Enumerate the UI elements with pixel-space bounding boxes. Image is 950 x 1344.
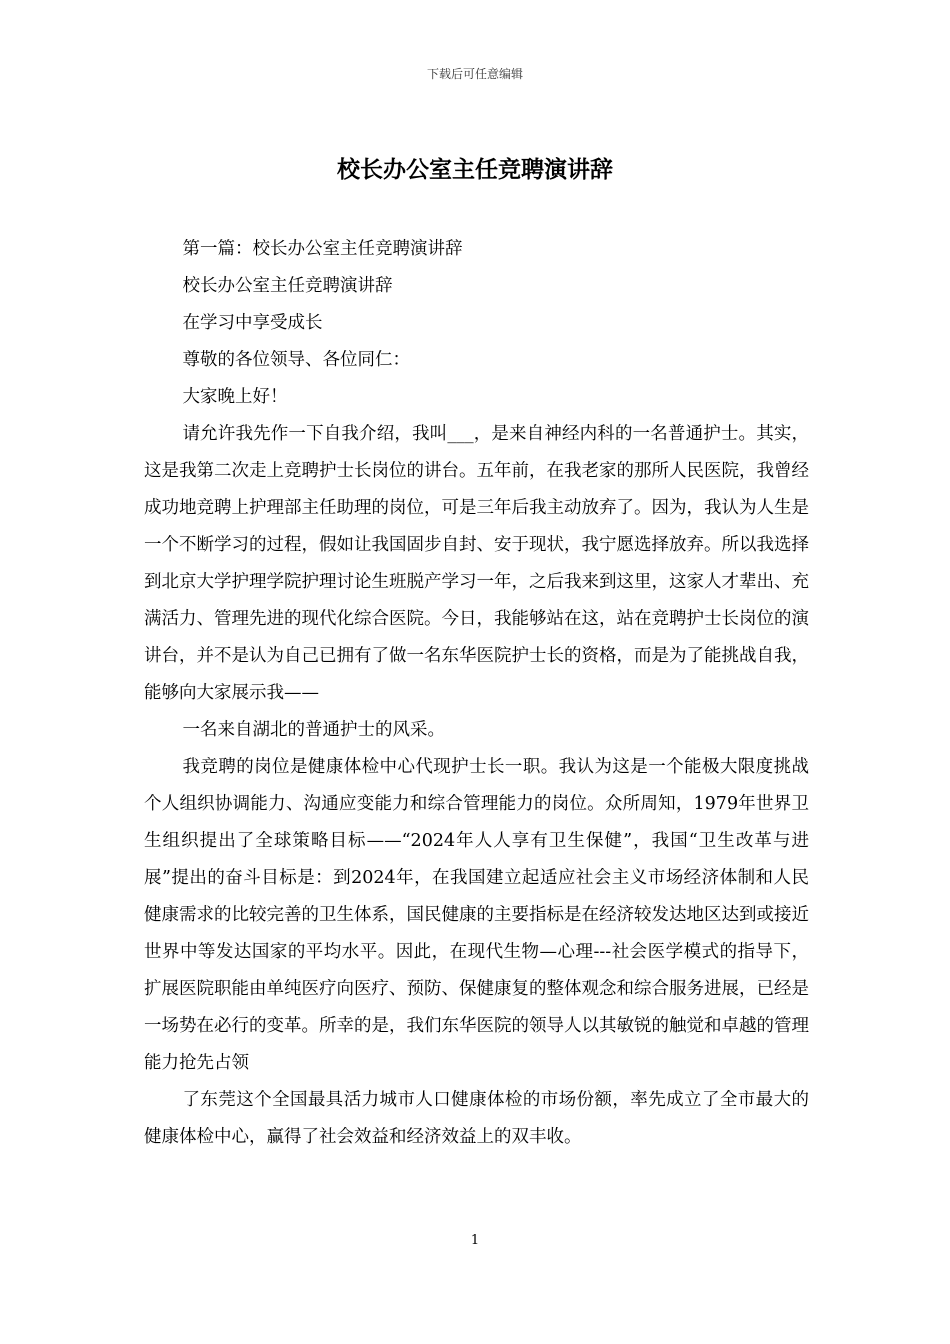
- header-note: 下载后可任意编辑: [426, 67, 523, 81]
- section-heading: 第一篇：校长办公室主任竞聘演讲辞: [182, 239, 463, 259]
- document-title: 校长办公室主任竞聘演讲辞: [337, 156, 613, 183]
- salutation: 尊敬的各位领导、各位同仁：: [182, 350, 410, 370]
- body-paragraph: 了东莞这个全国最具活力城市人口健康体检的市场份额，率先成立了全市最大的健康体检中心，赢得了社会效益和经济效益上的双丰收。: [144, 1090, 809, 1147]
- speech-title: 校长办公室主任竞聘演讲辞: [182, 276, 393, 296]
- body-paragraph: 我竞聘的岗位是健康体检中心代现护士长一职。我认为这是一个能极大限度挑战个人组织协调能力、沟通应变能力和综合管理能力的岗位。众所周知，1979年世界卫生组织提出了全球策略目标——“2024年人人享有卫生保健”，我国“卫生改革与进展”提出的奋斗目标是：到2024年，在我国建立起适应社会主义市场经济体制和人民健康需求的比较完善的卫生体系，国民健康的主要指标是在经济较发达地区达到或接近世界中等发达国家的平均水平。因此，在现代生物—心理---社会医学模式的指导下，扩展医院职能由单纯医疗向医疗、预防、保健康复的整体观念和综合服务进展，已经是一场势在必行的变革。所幸的是，我们东华医院的领导人以其敏锐的触觉和卓越的管理能力抢先占领: [144, 757, 809, 1073]
- body-paragraph: 请允许我先作一下自我介绍，我叫___，是来自神经内科的一名普通护士。其实，这是我第二次走上竞聘护士长岗位的讲台。五年前，在我老家的那所人民医院，我曾经成功地竞聘上护理部主任助理的岗位，可是三年后我主动放弃了。因为，我认为人生是一个不断学习的过程，假如让我国固步自封、安于现状，我宁愿选择放弃。所以我选择到北京大学护理学院护理讨论生班脱产学习一年，之后我来到这里，这家人才辈出、充满活力、管理先进的现代化综合医院。今日，我能够站在这，站在竞聘护士长岗位的演讲台，并不是认为自己已拥有了做一名东华医院护士长的资格，而是为了能挑战自我，能够向大家展示我——: [144, 424, 809, 703]
- page-number: 1: [470, 1233, 480, 1248]
- speech-subtitle: 在学习中享受成长: [182, 313, 323, 333]
- body-paragraph: 一名来自湖北的普通护士的风采。: [182, 720, 445, 740]
- document-body: [144, 231, 809, 1156]
- greeting: 大家晚上好！: [182, 387, 288, 407]
